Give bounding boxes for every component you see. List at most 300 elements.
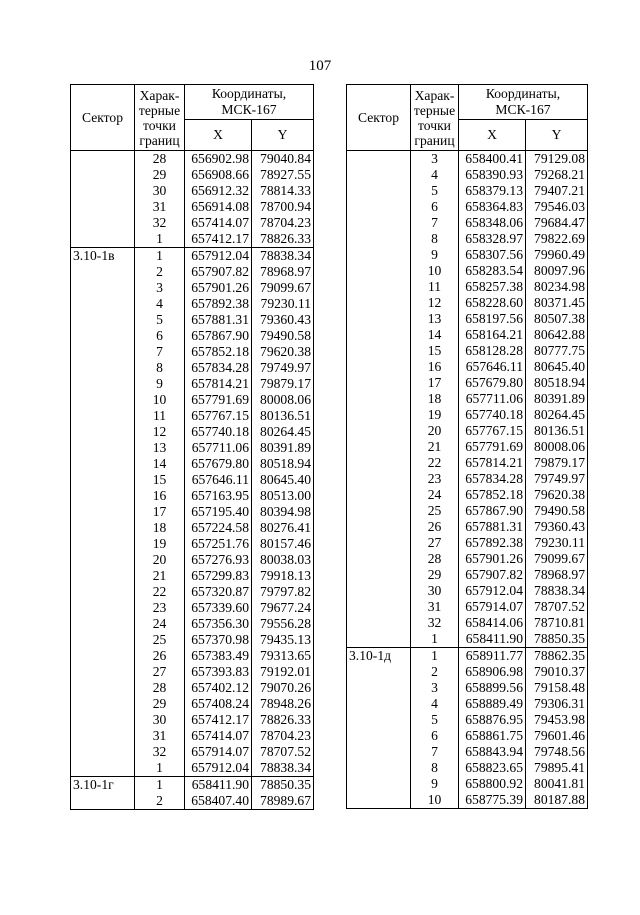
point-number-cell: 11: [411, 279, 459, 295]
table-row: [347, 183, 588, 199]
sector-cell: [347, 391, 411, 407]
y-coordinate-cell: 80645.40: [252, 472, 314, 488]
table-row: [71, 312, 314, 328]
table-row: [347, 712, 588, 728]
sector-cell: [71, 488, 135, 504]
sector-cell: [347, 776, 411, 792]
x-coordinate-cell: 657867.90: [185, 328, 252, 344]
point-number-cell: 29: [411, 567, 459, 583]
point-number-cell: 17: [135, 504, 185, 520]
y-coordinate-cell: 78968.97: [526, 567, 588, 583]
sector-cell: 3.10-1д: [347, 648, 411, 665]
point-number-cell: 23: [135, 600, 185, 616]
y-coordinate-cell: 80518.94: [526, 375, 588, 391]
sector-cell: [347, 631, 411, 648]
x-coordinate-cell: 657914.07: [459, 599, 526, 615]
x-coordinate-cell: 658228.60: [459, 295, 526, 311]
point-number-cell: 24: [411, 487, 459, 503]
sector-cell: [347, 503, 411, 519]
sector-cell: [71, 376, 135, 392]
sector-cell: [347, 439, 411, 455]
x-coordinate-cell: 658379.13: [459, 183, 526, 199]
table-row: [347, 279, 588, 295]
sector-cell: [71, 760, 135, 777]
y-coordinate-cell: 79407.21: [526, 183, 588, 199]
sector-cell: [347, 423, 411, 439]
table-row: [347, 503, 588, 519]
sector-cell: [71, 264, 135, 280]
sector-cell: [71, 151, 135, 168]
sector-cell: [347, 311, 411, 327]
sector-cell: [71, 456, 135, 472]
point-number-cell: 20: [135, 552, 185, 568]
header-points: Харак- терные точки границ: [411, 85, 459, 151]
y-coordinate-cell: 79601.46: [526, 728, 588, 744]
table-row: [347, 631, 588, 648]
table-row: [347, 728, 588, 744]
x-coordinate-cell: 656912.32: [185, 183, 252, 199]
y-coordinate-cell: 79070.26: [252, 680, 314, 696]
x-coordinate-cell: 657834.28: [185, 360, 252, 376]
point-number-cell: 1: [135, 248, 185, 265]
y-coordinate-cell: 79620.38: [526, 487, 588, 503]
table-row: [347, 760, 588, 776]
y-coordinate-cell: 79677.24: [252, 600, 314, 616]
point-number-cell: 1: [411, 631, 459, 648]
y-coordinate-cell: 80264.45: [526, 407, 588, 423]
y-coordinate-cell: 80187.88: [526, 792, 588, 809]
x-coordinate-cell: 656902.98: [185, 151, 252, 168]
point-number-cell: 8: [135, 360, 185, 376]
sector-cell: [71, 744, 135, 760]
point-number-cell: 26: [135, 648, 185, 664]
y-coordinate-cell: 80136.51: [252, 408, 314, 424]
y-coordinate-cell: 78826.33: [252, 712, 314, 728]
x-coordinate-cell: 657740.18: [459, 407, 526, 423]
x-coordinate-cell: 658197.56: [459, 311, 526, 327]
x-coordinate-cell: 657408.24: [185, 696, 252, 712]
sector-cell: [347, 615, 411, 631]
sector-cell: [71, 728, 135, 744]
table-row: [347, 792, 588, 809]
sector-cell: [71, 424, 135, 440]
point-number-cell: 25: [135, 632, 185, 648]
sector-cell: [71, 328, 135, 344]
x-coordinate-cell: 657852.18: [185, 344, 252, 360]
table-row: [71, 536, 314, 552]
x-coordinate-cell: 657912.04: [185, 760, 252, 777]
x-coordinate-cell: 657251.76: [185, 536, 252, 552]
point-number-cell: 31: [135, 728, 185, 744]
sector-cell: [71, 696, 135, 712]
x-coordinate-cell: 657195.40: [185, 504, 252, 520]
x-coordinate-cell: 658307.56: [459, 247, 526, 263]
x-coordinate-cell: 657276.93: [185, 552, 252, 568]
header-sector: Сектор: [71, 85, 135, 151]
sector-cell: [71, 712, 135, 728]
y-coordinate-cell: 78838.34: [252, 248, 314, 265]
point-number-cell: 12: [135, 424, 185, 440]
sector-cell: [347, 359, 411, 375]
sector-cell: [71, 408, 135, 424]
table-row: [71, 632, 314, 648]
header-sector: Сектор: [347, 85, 411, 151]
x-coordinate-cell: 658128.28: [459, 343, 526, 359]
sector-cell: [347, 760, 411, 776]
y-coordinate-cell: 78707.52: [526, 599, 588, 615]
sector-cell: [347, 183, 411, 199]
point-number-cell: 9: [135, 376, 185, 392]
coordinates-table-left: [70, 84, 314, 810]
y-coordinate-cell: 79748.56: [526, 744, 588, 760]
point-number-cell: 6: [411, 728, 459, 744]
y-coordinate-cell: 79268.21: [526, 167, 588, 183]
table-row: [71, 183, 314, 199]
table-row: [71, 280, 314, 296]
y-coordinate-cell: 79158.48: [526, 680, 588, 696]
table-row: [71, 712, 314, 728]
y-coordinate-cell: 79453.98: [526, 712, 588, 728]
x-coordinate-cell: 657740.18: [185, 424, 252, 440]
y-coordinate-cell: 79546.03: [526, 199, 588, 215]
sector-cell: [71, 536, 135, 552]
table-row: [347, 455, 588, 471]
sector-cell: [347, 167, 411, 183]
point-number-cell: 13: [135, 440, 185, 456]
sector-cell: [71, 793, 135, 810]
sector-cell: [347, 295, 411, 311]
sector-cell: [347, 455, 411, 471]
point-number-cell: 16: [135, 488, 185, 504]
point-number-cell: 23: [411, 471, 459, 487]
table-row: [347, 231, 588, 247]
x-coordinate-cell: 657356.30: [185, 616, 252, 632]
x-coordinate-cell: 657679.80: [185, 456, 252, 472]
y-coordinate-cell: 79490.58: [526, 503, 588, 519]
point-number-cell: 19: [135, 536, 185, 552]
point-number-cell: 30: [135, 712, 185, 728]
x-coordinate-cell: 658906.98: [459, 664, 526, 680]
x-coordinate-cell: 657834.28: [459, 471, 526, 487]
point-number-cell: 24: [135, 616, 185, 632]
x-coordinate-cell: 657907.82: [459, 567, 526, 583]
y-coordinate-cell: 79099.67: [252, 280, 314, 296]
point-number-cell: 14: [135, 456, 185, 472]
x-coordinate-cell: 658364.83: [459, 199, 526, 215]
y-coordinate-cell: 80008.06: [252, 392, 314, 408]
table-row: [71, 664, 314, 680]
sector-cell: [347, 247, 411, 263]
x-coordinate-cell: 657402.12: [185, 680, 252, 696]
y-coordinate-cell: 79895.41: [526, 760, 588, 776]
point-number-cell: 10: [135, 392, 185, 408]
point-number-cell: 6: [135, 328, 185, 344]
y-coordinate-cell: 79749.97: [252, 360, 314, 376]
x-coordinate-cell: 658400.41: [459, 151, 526, 168]
x-coordinate-cell: 658899.56: [459, 680, 526, 696]
y-coordinate-cell: 80264.45: [252, 424, 314, 440]
point-number-cell: 22: [135, 584, 185, 600]
x-coordinate-cell: 658414.06: [459, 615, 526, 631]
table-row: [347, 439, 588, 455]
point-number-cell: 28: [135, 680, 185, 696]
y-coordinate-cell: 80008.06: [526, 439, 588, 455]
point-number-cell: 9: [411, 247, 459, 263]
sector-cell: 3.10-1в: [71, 248, 135, 265]
x-coordinate-cell: 658775.39: [459, 792, 526, 809]
y-coordinate-cell: 78814.33: [252, 183, 314, 199]
x-coordinate-cell: 657370.98: [185, 632, 252, 648]
header-coordinates: Координаты, МСК-167: [185, 85, 314, 120]
sector-cell: [347, 696, 411, 712]
y-coordinate-cell: 78838.34: [252, 760, 314, 777]
y-coordinate-cell: 80645.40: [526, 359, 588, 375]
y-coordinate-cell: 79960.49: [526, 247, 588, 263]
table-row: [71, 392, 314, 408]
y-coordinate-cell: 79360.43: [252, 312, 314, 328]
point-number-cell: 20: [411, 423, 459, 439]
sector-cell: [71, 664, 135, 680]
x-coordinate-cell: 657414.07: [185, 728, 252, 744]
table-row: [71, 264, 314, 280]
point-number-cell: 10: [411, 792, 459, 809]
point-number-cell: 21: [135, 568, 185, 584]
point-number-cell: 4: [135, 296, 185, 312]
table-row: [71, 231, 314, 248]
table-row: [347, 615, 588, 631]
x-coordinate-cell: 658889.49: [459, 696, 526, 712]
point-number-cell: 10: [411, 263, 459, 279]
sector-cell: [71, 296, 135, 312]
point-number-cell: 2: [411, 664, 459, 680]
sector-cell: [71, 472, 135, 488]
x-coordinate-cell: 657814.21: [459, 455, 526, 471]
point-number-cell: 32: [411, 615, 459, 631]
sector-cell: [347, 231, 411, 247]
y-coordinate-cell: 80371.45: [526, 295, 588, 311]
point-number-cell: 3: [411, 680, 459, 696]
point-number-cell: 2: [135, 793, 185, 810]
table-row: [347, 471, 588, 487]
table-row: [71, 744, 314, 760]
table-row: [347, 423, 588, 439]
y-coordinate-cell: 78707.52: [252, 744, 314, 760]
y-coordinate-cell: 80276.41: [252, 520, 314, 536]
x-coordinate-cell: 657852.18: [459, 487, 526, 503]
sector-cell: [347, 599, 411, 615]
table-row: [71, 296, 314, 312]
y-coordinate-cell: 79129.08: [526, 151, 588, 168]
y-coordinate-cell: 79684.47: [526, 215, 588, 231]
y-coordinate-cell: 80513.00: [252, 488, 314, 504]
y-coordinate-cell: 78850.35: [252, 777, 314, 794]
table-row: [71, 777, 314, 794]
table-row: [71, 215, 314, 231]
table-row: [347, 391, 588, 407]
y-coordinate-cell: 80234.98: [526, 279, 588, 295]
sector-cell: [347, 487, 411, 503]
table-row: [71, 793, 314, 810]
table-row: [347, 599, 588, 615]
sector-cell: [347, 567, 411, 583]
sector-cell: [71, 360, 135, 376]
point-number-cell: 8: [411, 231, 459, 247]
table-row: [71, 552, 314, 568]
y-coordinate-cell: 78704.23: [252, 728, 314, 744]
x-coordinate-cell: 657414.07: [185, 215, 252, 231]
sector-cell: [71, 680, 135, 696]
y-coordinate-cell: 80518.94: [252, 456, 314, 472]
y-coordinate-cell: 78700.94: [252, 199, 314, 215]
sector-cell: [347, 263, 411, 279]
y-coordinate-cell: 78710.81: [526, 615, 588, 631]
table-row: [71, 472, 314, 488]
y-coordinate-cell: 79040.84: [252, 151, 314, 168]
point-number-cell: 7: [411, 215, 459, 231]
x-coordinate-cell: 656914.08: [185, 199, 252, 215]
table-row: [347, 407, 588, 423]
y-coordinate-cell: 79192.01: [252, 664, 314, 680]
table-row: [71, 344, 314, 360]
x-coordinate-cell: 658257.38: [459, 279, 526, 295]
point-number-cell: 6: [411, 199, 459, 215]
coordinates-table-right: [346, 84, 588, 809]
x-coordinate-cell: 658823.65: [459, 760, 526, 776]
y-coordinate-cell: 79360.43: [526, 519, 588, 535]
x-coordinate-cell: 657791.69: [459, 439, 526, 455]
y-coordinate-cell: 78948.26: [252, 696, 314, 712]
table-row: [71, 584, 314, 600]
x-coordinate-cell: 657679.80: [459, 375, 526, 391]
sector-cell: 3.10-1г: [71, 777, 135, 794]
y-coordinate-cell: 80097.96: [526, 263, 588, 279]
point-number-cell: 31: [135, 199, 185, 215]
x-coordinate-cell: 657767.15: [185, 408, 252, 424]
point-number-cell: 30: [411, 583, 459, 599]
point-number-cell: 7: [135, 344, 185, 360]
sector-cell: [347, 151, 411, 168]
point-number-cell: 27: [411, 535, 459, 551]
y-coordinate-cell: 79556.28: [252, 616, 314, 632]
point-number-cell: 28: [135, 151, 185, 168]
table-row: [71, 376, 314, 392]
table-row: [71, 424, 314, 440]
point-number-cell: 13: [411, 311, 459, 327]
sector-cell: [71, 231, 135, 248]
sector-cell: [347, 680, 411, 696]
x-coordinate-cell: 658411.90: [185, 777, 252, 794]
table-row: [71, 167, 314, 183]
x-coordinate-cell: 657791.69: [185, 392, 252, 408]
point-number-cell: 17: [411, 375, 459, 391]
point-number-cell: 3: [135, 280, 185, 296]
y-coordinate-cell: 78826.33: [252, 231, 314, 248]
y-coordinate-cell: 79313.65: [252, 648, 314, 664]
sector-cell: [347, 279, 411, 295]
table-row: [347, 359, 588, 375]
table-row: [347, 199, 588, 215]
point-number-cell: 1: [411, 648, 459, 665]
x-coordinate-cell: 657299.83: [185, 568, 252, 584]
table-body-right: [347, 151, 588, 809]
table-row: [71, 760, 314, 777]
sector-cell: [71, 552, 135, 568]
y-coordinate-cell: 80038.03: [252, 552, 314, 568]
table-row: [347, 583, 588, 599]
table-row: [347, 776, 588, 792]
sector-cell: [347, 792, 411, 809]
table-row: [347, 311, 588, 327]
table-row: [71, 456, 314, 472]
y-coordinate-cell: 79620.38: [252, 344, 314, 360]
table-row: [347, 215, 588, 231]
sector-cell: [347, 327, 411, 343]
point-number-cell: 16: [411, 359, 459, 375]
sector-cell: [347, 199, 411, 215]
sector-cell: [347, 728, 411, 744]
sector-cell: [71, 648, 135, 664]
table-row: [347, 263, 588, 279]
sector-cell: [347, 343, 411, 359]
x-coordinate-cell: 658328.97: [459, 231, 526, 247]
point-number-cell: 26: [411, 519, 459, 535]
x-coordinate-cell: 657901.26: [459, 551, 526, 567]
sector-cell: [71, 167, 135, 183]
x-coordinate-cell: 657767.15: [459, 423, 526, 439]
y-coordinate-cell: 80777.75: [526, 343, 588, 359]
sector-cell: [71, 440, 135, 456]
y-coordinate-cell: 78838.34: [526, 583, 588, 599]
point-number-cell: 19: [411, 407, 459, 423]
point-number-cell: 18: [135, 520, 185, 536]
header-y: Y: [252, 120, 314, 151]
x-coordinate-cell: 657892.38: [459, 535, 526, 551]
sector-cell: [71, 632, 135, 648]
point-number-cell: 22: [411, 455, 459, 471]
x-coordinate-cell: 657646.11: [185, 472, 252, 488]
x-coordinate-cell: 657901.26: [185, 280, 252, 296]
y-coordinate-cell: 79010.37: [526, 664, 588, 680]
point-number-cell: 1: [135, 760, 185, 777]
sector-cell: [347, 471, 411, 487]
header-y: Y: [526, 120, 588, 151]
y-coordinate-cell: 78862.35: [526, 648, 588, 665]
table-row: [71, 151, 314, 168]
x-coordinate-cell: 658283.54: [459, 263, 526, 279]
sector-cell: [71, 312, 135, 328]
point-number-cell: 21: [411, 439, 459, 455]
sector-cell: [347, 551, 411, 567]
sector-cell: [347, 744, 411, 760]
table-row: [71, 680, 314, 696]
y-coordinate-cell: 78704.23: [252, 215, 314, 231]
table-row: [347, 295, 588, 311]
y-coordinate-cell: 79230.11: [526, 535, 588, 551]
point-number-cell: 8: [411, 760, 459, 776]
header-coordinates: Координаты, МСК-167: [459, 85, 588, 120]
y-coordinate-cell: 80507.38: [526, 311, 588, 327]
point-number-cell: 29: [135, 696, 185, 712]
point-number-cell: 2: [135, 264, 185, 280]
table-row: [347, 535, 588, 551]
x-coordinate-cell: 657711.06: [185, 440, 252, 456]
x-coordinate-cell: 657383.49: [185, 648, 252, 664]
point-number-cell: 9: [411, 776, 459, 792]
sector-cell: [71, 183, 135, 199]
y-coordinate-cell: 79306.31: [526, 696, 588, 712]
y-coordinate-cell: 79435.13: [252, 632, 314, 648]
table-row: [347, 519, 588, 535]
